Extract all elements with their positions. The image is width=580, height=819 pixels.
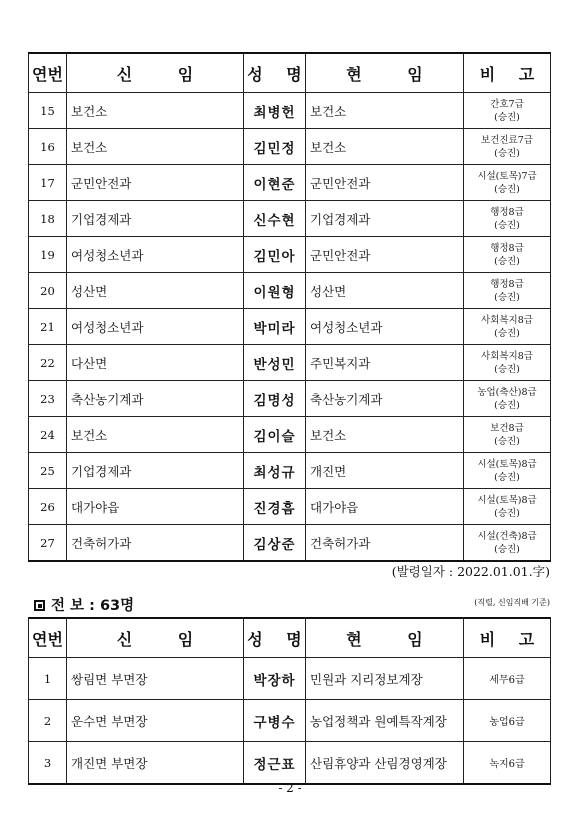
header-current: 현 임 xyxy=(306,53,464,93)
current-post: 개진면 xyxy=(306,453,464,489)
remark-grade: 시설(토목)7급 xyxy=(477,170,537,182)
new-post: 다산면 xyxy=(67,345,244,381)
promotion-table xyxy=(28,52,551,562)
table-row xyxy=(29,309,551,345)
square-bullet-icon xyxy=(34,600,45,611)
person-name: 최성규 xyxy=(244,453,306,489)
current-post: 기업경제과 xyxy=(306,201,464,237)
current-post: 보건소 xyxy=(306,129,464,165)
remark xyxy=(464,525,551,562)
table-row xyxy=(29,345,551,381)
table-row xyxy=(29,658,551,700)
remark-status: (승진) xyxy=(494,435,520,447)
remark xyxy=(464,129,551,165)
remark xyxy=(464,201,551,237)
row-number: 26 xyxy=(29,489,67,525)
person-name: 김이슬 xyxy=(244,417,306,453)
remark-status: (승진) xyxy=(494,183,520,195)
current-post: 민원과 지리정보계장 xyxy=(306,658,464,700)
table-row xyxy=(29,489,551,525)
row-number: 22 xyxy=(29,345,67,381)
header-no: 연번 xyxy=(29,53,67,93)
remark-status: (승진) xyxy=(494,327,520,339)
remark-grade: 간호7급 xyxy=(490,98,524,110)
row-number: 3 xyxy=(29,742,67,785)
person-name: 김민정 xyxy=(244,129,306,165)
issue-date: (발령일자 : 2022.01.01.字) xyxy=(391,564,550,579)
header-note: 비 고 xyxy=(464,618,551,658)
remark-grade: 농업(축산)8급 xyxy=(477,386,537,398)
table-row xyxy=(29,201,551,237)
table-row xyxy=(29,273,551,309)
remark-status: (승진) xyxy=(494,291,520,303)
current-post: 군민안전과 xyxy=(306,165,464,201)
table-row xyxy=(29,417,551,453)
row-number: 23 xyxy=(29,381,67,417)
person-name: 반성민 xyxy=(244,345,306,381)
new-post: 운수면 부면장 xyxy=(67,700,244,742)
new-post: 대가야읍 xyxy=(67,489,244,525)
new-post: 기업경제과 xyxy=(67,201,244,237)
current-post: 여성청소년과 xyxy=(306,309,464,345)
new-post: 군민안전과 xyxy=(67,165,244,201)
remark-status: (승진) xyxy=(494,363,520,375)
remark xyxy=(464,489,551,525)
row-number: 2 xyxy=(29,700,67,742)
row-number: 17 xyxy=(29,165,67,201)
table-row xyxy=(29,525,551,562)
section-title xyxy=(34,594,134,615)
new-post: 보건소 xyxy=(67,417,244,453)
new-post: 개진면 부면장 xyxy=(67,742,244,785)
person-name: 이원형 xyxy=(244,273,306,309)
header-new-post: 신 임 xyxy=(67,618,244,658)
remark xyxy=(464,273,551,309)
table-row xyxy=(29,165,551,201)
current-post: 대가야읍 xyxy=(306,489,464,525)
table-row xyxy=(29,700,551,742)
person-name: 정근표 xyxy=(244,742,306,785)
row-number: 1 xyxy=(29,658,67,700)
new-post: 축산농기계과 xyxy=(67,381,244,417)
header-current: 현 임 xyxy=(306,618,464,658)
remark xyxy=(464,345,551,381)
remark xyxy=(464,165,551,201)
remark-status: (승진) xyxy=(494,255,520,267)
current-post: 농업정책과 원예특작계장 xyxy=(306,700,464,742)
new-post: 기업경제과 xyxy=(67,453,244,489)
person-name: 김명성 xyxy=(244,381,306,417)
current-post: 주민복지과 xyxy=(306,345,464,381)
header-new-post: 신 임 xyxy=(67,53,244,93)
remark-status: (승진) xyxy=(494,471,520,483)
remark-grade: 사회복지8급 xyxy=(481,314,533,326)
remark-status: (승진) xyxy=(494,507,520,519)
row-number: 20 xyxy=(29,273,67,309)
remark xyxy=(464,381,551,417)
current-post: 건축허가과 xyxy=(306,525,464,562)
current-post: 축산농기계과 xyxy=(306,381,464,417)
remark-grade: 행정8급 xyxy=(490,278,524,290)
remark-grade: 시설(토목)8급 xyxy=(477,494,537,506)
row-number: 15 xyxy=(29,93,67,129)
person-name: 진경흠 xyxy=(244,489,306,525)
person-name: 구병수 xyxy=(244,700,306,742)
remark-status: (승진) xyxy=(494,111,520,123)
remark-grade: 사회복지8급 xyxy=(481,350,533,362)
new-post: 보건소 xyxy=(67,93,244,129)
remark-status: (승진) xyxy=(494,543,520,555)
person-name: 김상준 xyxy=(244,525,306,562)
remark-status: (승진) xyxy=(494,399,520,411)
current-post: 보건소 xyxy=(306,417,464,453)
header-no: 연번 xyxy=(29,618,67,658)
new-post: 보건소 xyxy=(67,129,244,165)
table-row xyxy=(29,93,551,129)
remark-grade: 행정8급 xyxy=(490,242,524,254)
table-row xyxy=(29,742,551,785)
header-note: 비 고 xyxy=(464,53,551,93)
section-note: (직렬, 신임직배 기준) xyxy=(474,598,550,607)
row-number: 18 xyxy=(29,201,67,237)
person-name: 김민아 xyxy=(244,237,306,273)
row-number: 27 xyxy=(29,525,67,562)
remark xyxy=(464,309,551,345)
table-row xyxy=(29,129,551,165)
remark xyxy=(464,237,551,273)
remark-grade: 시설(토목)8급 xyxy=(477,458,537,470)
transfer-table xyxy=(28,617,551,785)
header-name: 성 명 xyxy=(244,618,306,658)
new-post: 여성청소년과 xyxy=(67,309,244,345)
page-number: - 2 - xyxy=(278,781,302,795)
remark xyxy=(464,453,551,489)
remark-grade: 시설(건축)8급 xyxy=(477,530,537,542)
current-post: 군민안전과 xyxy=(306,237,464,273)
person-name: 최병헌 xyxy=(244,93,306,129)
current-post: 성산면 xyxy=(306,273,464,309)
remark: 세무6급 xyxy=(464,658,551,700)
person-name: 신수현 xyxy=(244,201,306,237)
table-row xyxy=(29,453,551,489)
remark-grade: 보건8급 xyxy=(490,422,524,434)
new-post: 건축허가과 xyxy=(67,525,244,562)
row-number: 19 xyxy=(29,237,67,273)
row-number: 25 xyxy=(29,453,67,489)
remark xyxy=(464,93,551,129)
row-number: 16 xyxy=(29,129,67,165)
person-name: 박장하 xyxy=(244,658,306,700)
table-row xyxy=(29,237,551,273)
new-post: 성산면 xyxy=(67,273,244,309)
person-name: 이현준 xyxy=(244,165,306,201)
remark-grade: 행정8급 xyxy=(490,206,524,218)
new-post: 쌍림면 부면장 xyxy=(67,658,244,700)
remark xyxy=(464,417,551,453)
current-post: 보건소 xyxy=(306,93,464,129)
table-row xyxy=(29,381,551,417)
row-number: 24 xyxy=(29,417,67,453)
remark: 녹지6급 xyxy=(464,742,551,785)
header-name: 성 명 xyxy=(244,53,306,93)
remark: 농업6급 xyxy=(464,700,551,742)
remark-status: (승진) xyxy=(494,147,520,159)
remark-status: (승진) xyxy=(494,219,520,231)
person-name: 박미라 xyxy=(244,309,306,345)
current-post: 산림휴양과 산림경영계장 xyxy=(306,742,464,785)
remark-grade: 보건진료7급 xyxy=(481,134,533,146)
new-post: 여성청소년과 xyxy=(67,237,244,273)
section-title-text: 전 보 : 63명 xyxy=(51,598,135,614)
row-number: 21 xyxy=(29,309,67,345)
